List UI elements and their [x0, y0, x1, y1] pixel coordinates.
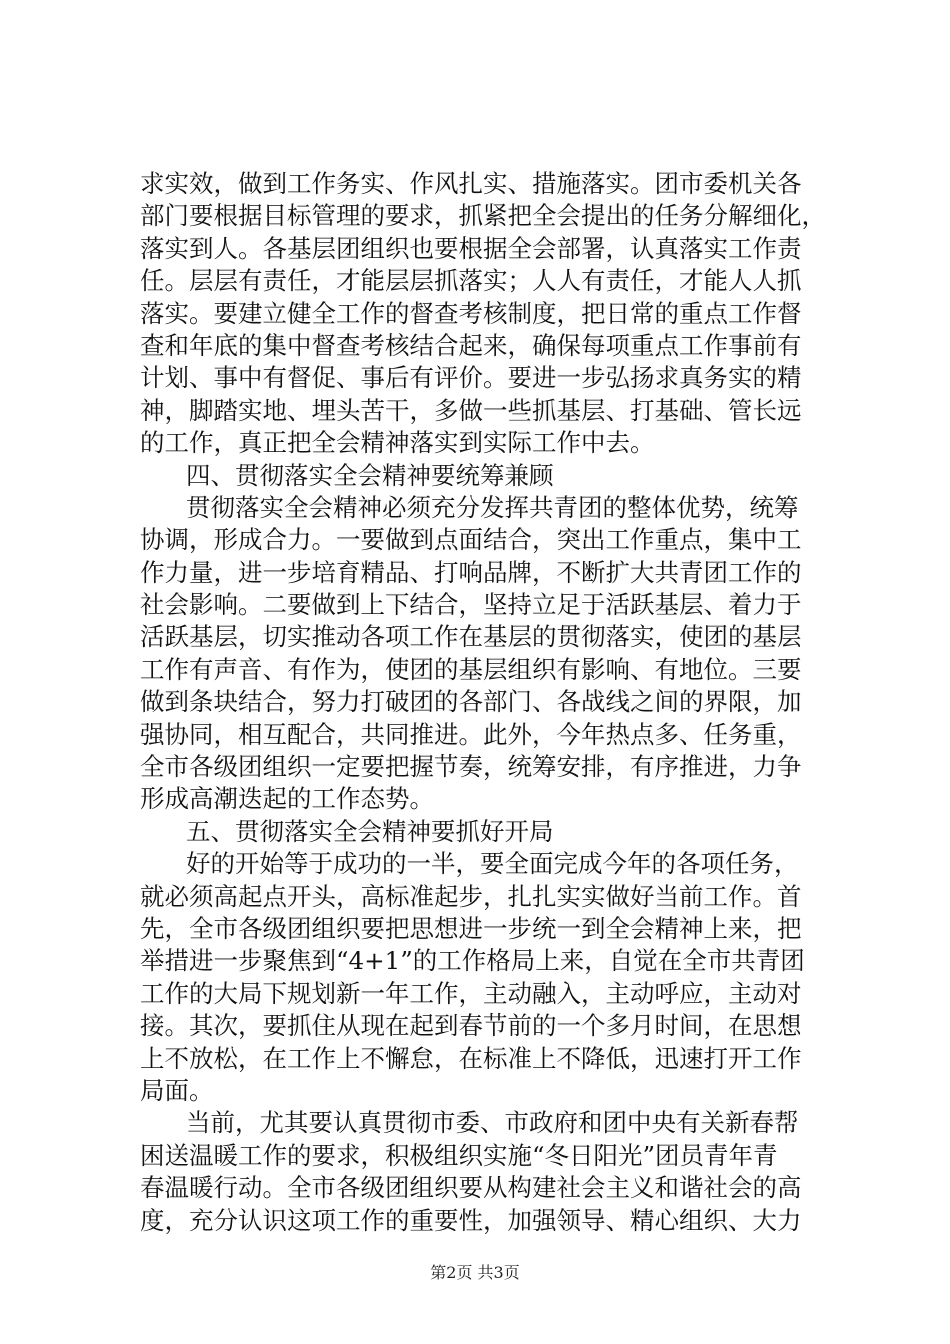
text-line: 四、贯彻落实全会精神要统筹兼顾: [186, 460, 554, 490]
text-line: 落实到人。各基层团组织也要根据全会部署，认真落实工作责: [140, 233, 802, 263]
document-body: [140, 168, 840, 1237]
text-line: 做到条块结合，努力打破团的各部门、各战线之间的界限，加: [140, 687, 802, 717]
text-line: 工作的大局下规划新一年工作，主动融入，主动呼应，主动对: [140, 978, 802, 1008]
text-line: 计划、事中有督促、事后有评价。要进一步弘扬求真务实的精: [140, 363, 802, 393]
paragraph: [140, 492, 840, 816]
text-line: 工作有声音、有作为，使团的基层组织有影响、有地位。三要: [140, 654, 802, 684]
text-line: 春温暖行动。全市各级团组织要从构建社会主义和谐社会的高: [140, 1173, 802, 1203]
text-line: 接。其次，要抓住从现在起到春节前的一个多月时间，在思想: [140, 1011, 802, 1041]
text-line: 作力量，进一步培育精品、打响品牌，不断扩大共青团工作的: [140, 557, 802, 587]
text-line: 的工作，真正把全会精神落实到实际工作中去。: [140, 428, 655, 458]
page-footer: 第2页 共3页: [430, 1263, 520, 1282]
text-line: 度，充分认识这项工作的重要性，加强领导、精心组织、大力: [140, 1205, 802, 1235]
text-line: 形成高潮迭起的工作态势。: [140, 784, 434, 814]
text-line: 困送温暖工作的要求，积极组织实施“冬日阳光”团员青年青: [140, 1140, 778, 1170]
text-line: 神，脚踏实地、埋头苦干，多做一些抓基层、打基础、管长远: [140, 395, 802, 425]
text-line: 落实。要建立健全工作的督查考核制度，把日常的重点工作督: [140, 298, 802, 328]
paragraph: [140, 1107, 840, 1237]
text-line: 强协同，相互配合，共同推进。此外，今年热点多、任务重，: [140, 719, 802, 749]
text-line: 先，全市各级团组织要把思想进一步统一到全会精神上来，把: [140, 913, 802, 943]
text-line: 任。层层有责任，才能层层抓落实；人人有责任，才能人人抓: [140, 266, 802, 296]
text-line: 就必须高起点开头，高标准起步，扎扎实实做好当前工作。首: [140, 881, 802, 911]
text-line: 贯彻落实全会精神必须充分发挥共青团的整体优势，统筹: [186, 492, 799, 522]
paragraph: [140, 168, 840, 460]
text-line: 当前，尤其要认真贯彻市委、市政府和团中央有关新春帮: [186, 1108, 799, 1138]
text-line: 社会影响。二要做到上下结合，坚持立足于活跃基层、着力于: [140, 590, 802, 620]
text-line: 协调，形成合力。一要做到点面结合，突出工作重点，集中工: [140, 525, 802, 555]
text-line: 求实效，做到工作务实、作风扎实、措施落实。团市委机关各: [140, 169, 802, 198]
paragraph: [140, 848, 840, 1107]
text-line: 局面。: [140, 1075, 214, 1105]
text-line: 查和年底的集中督查考核结合起来，确保每项重点工作事前有: [140, 330, 802, 360]
text-line: 全市各级团组织一定要把握节奏，统筹安排，有序推进，力争: [140, 752, 802, 782]
text-line: 好的开始等于成功的一半，要全面完成今年的各项任务，: [186, 849, 799, 879]
paragraph: [140, 460, 840, 492]
text-line: 举措进一步聚焦到“4+1”的工作格局上来，自觉在全市共青团: [140, 946, 805, 976]
text-line: 活跃基层，切实推动各项工作在基层的贯彻落实，使团的基层: [140, 622, 802, 652]
paragraph: [140, 816, 840, 848]
text-line: 上不放松，在工作上不懈怠，在标准上不降低，迅速打开工作: [140, 1043, 802, 1073]
text-line: 五、贯彻落实全会精神要抓好开局: [186, 816, 554, 846]
text-line: 部门要根据目标管理的要求，抓紧把全会提出的任务分解细化，: [140, 201, 826, 231]
